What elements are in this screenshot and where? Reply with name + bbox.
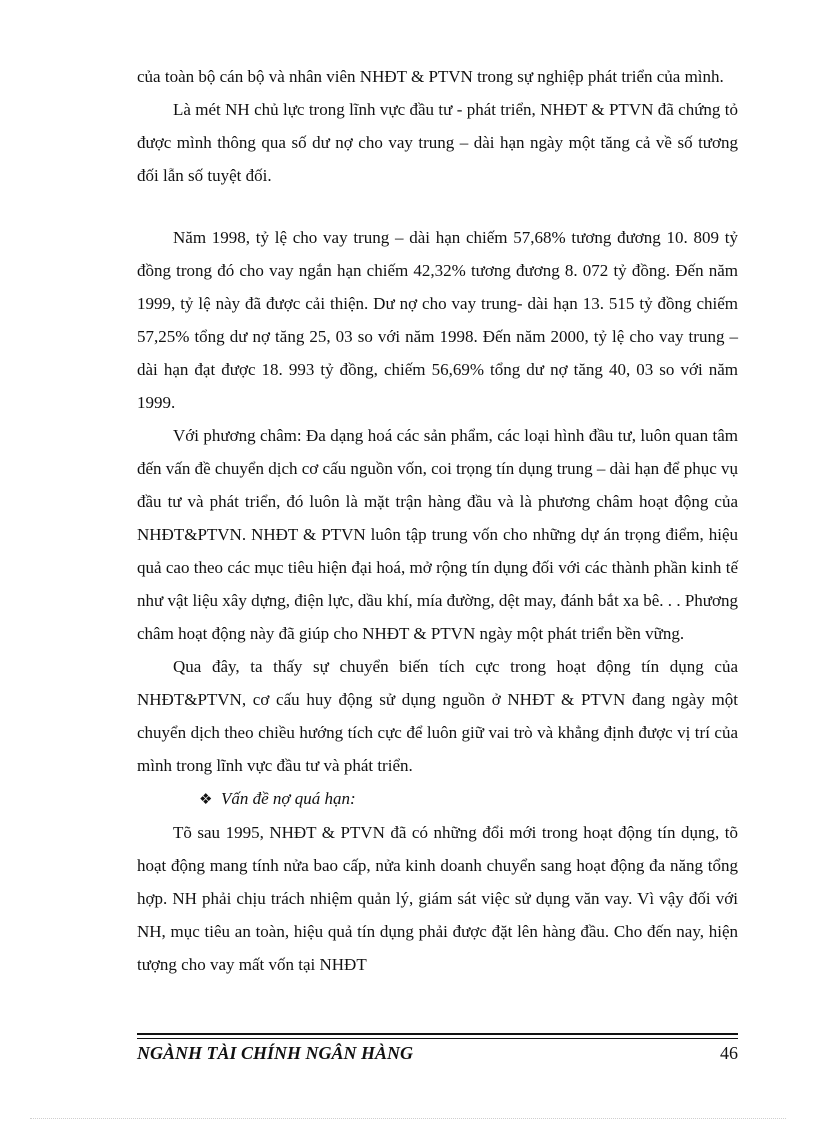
footer-title: NGÀNH TÀI CHÍNH NGÂN HÀNG	[137, 1043, 414, 1063]
paragraph-credit-role: Là mét NH chủ lực trong lĩnh vực đầu tư - phát triển, NHĐT & PTVN đã chứng tỏ được mình thông qua số dư nợ cho vay trung – dài hạn ngày một tăng cả về số tương đối lẫn số tuyệt đối.	[137, 100, 738, 185]
paragraph-loan-statistics: Năm 1998, tỷ lệ cho vay trung – dài hạn chiếm 57,68% tương đương 10. 809 tỷ đồng trong đó cho vay ngắn hạn chiếm 42,32% tương đương 8. 072 tỷ đồng. Đến năm 1999, tỷ lệ này đã được cải thiện. Dư nợ cho vay trung- dài hạn 13. 515 tỷ đồng chiếm 57,25% tổng dư nợ tăng 25, 03 so với năm 1998. Đến năm 2000, tỷ lệ cho vay trung – dài hạn đạt được 18. 993 tỷ đồng, chiếm 56,69% tổng dư nợ tăng 40, 03 so với năm 1999.	[137, 228, 738, 412]
paragraph-overdue-debt: Tõ sau 1995, NHĐT & PTVN đã có những đổi mới trong hoạt động tín dụng, tõ hoạt động mang tính nửa bao cấp, nửa kinh doanh chuyển sang hoạt động đa năng tổng hợp. NH phải chịu trách nhiệm quản lý, giám sát việc sử dụng văn vay. Vì vậy đối với NH, mục tiêu an toàn, hiệu quả tín dụng phải được đặt lên hàng đầu. Cho đến nay, hiện tượng cho vay mất vốn tại NHĐT	[137, 823, 738, 974]
footer-rule-thin	[137, 1038, 738, 1039]
paragraph-policy: Với phương châm: Đa dạng hoá các sản phẩm, các loại hình đầu tư, luôn quan tâm đến vấn đề chuyển dịch cơ cấu nguồn vốn, coi trọng tín dụng trung – dài hạn để phục vụ đầu tư và phát triển, đó luôn là mặt trận hàng đầu và là phương châm hoạt động của NHĐT&PTVN. NHĐT & PTVN luôn tập trung vốn cho những dự án trọng điểm, hiệu quả cao theo các mục tiêu hiện đại hoá, mở rộng tín dụng đối với các thành phần kinh tế như vật liệu xây dựng, điện lực, dầu khí, mía đường, dệt may, đánh bắt xa bê. . . Phương châm hoạt động này đã giúp cho NHĐT & PTVN ngày một phát triển bền vững.	[137, 426, 739, 643]
page-number: 46	[720, 1043, 738, 1063]
paragraph-conclusion: Qua đây, ta thấy sự chuyển biến tích cực trong hoạt động tín dụng của NHĐT&PTVN, cơ cấu huy động sử dụng nguồn ở NHĐT & PTVN đang ngày một chuyển dịch theo chiều hướng tích cực để luôn giữ vai trò và khẳng định được vị trí của mình trong lĩnh vực đầu tư và phát triển.	[137, 657, 738, 775]
diamond-bullet-icon: ❖	[199, 790, 213, 808]
section-heading-text: Vấn đề nợ quá hạn:	[221, 789, 356, 808]
paragraph-continuation: của toàn bộ cán bộ và nhân viên NHĐT & PTVN trong sự nghiệp phát triển của mình.	[137, 67, 724, 86]
body-text	[137, 60, 738, 981]
footer-rule-thick	[137, 1033, 738, 1035]
page-bottom-border	[30, 1118, 786, 1119]
section-heading	[137, 782, 738, 816]
page-footer	[137, 1043, 738, 1064]
